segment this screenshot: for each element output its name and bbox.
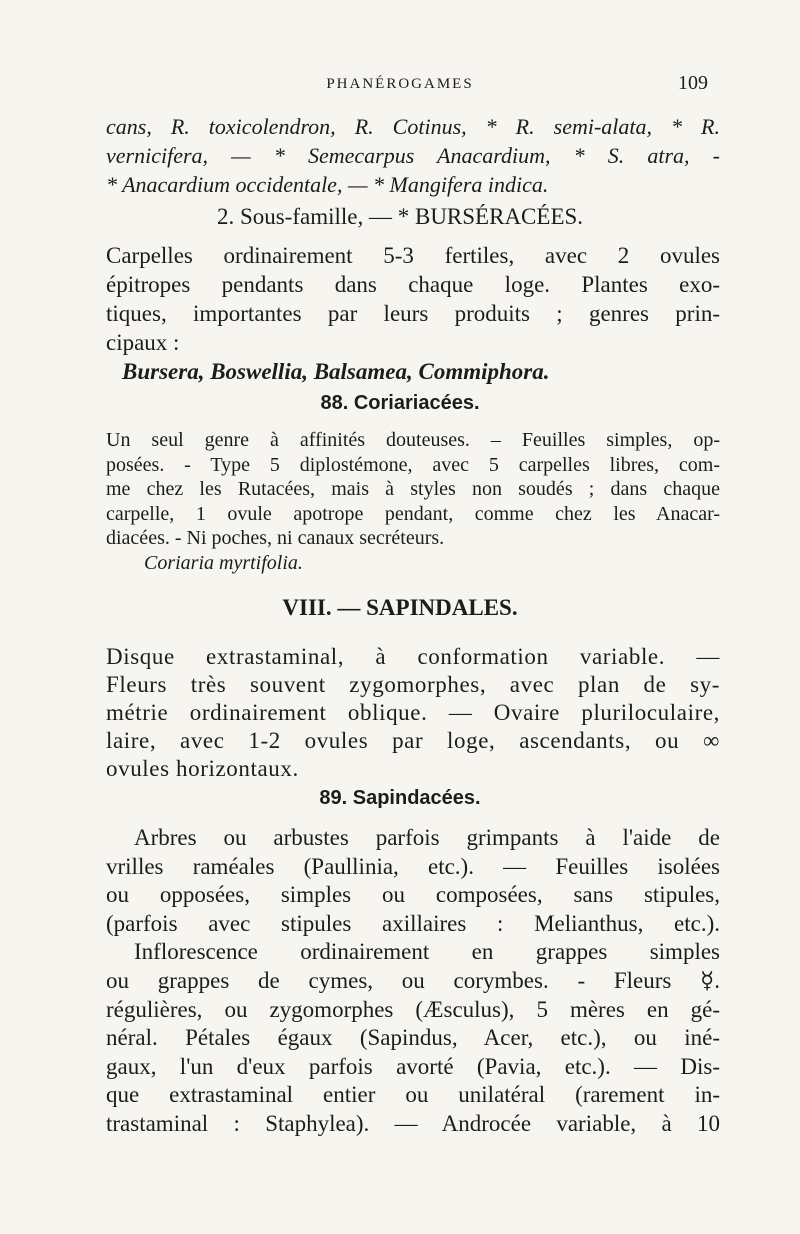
- text-line: diacées. - Ni poches, ni canaux secréteurs.: [106, 527, 445, 549]
- coriariaceae-description: [106, 428, 720, 575]
- family-heading-88: 88. Coriariacées.: [320, 392, 480, 414]
- text-line: Fleurs très souvent zygomorphes, avec plan de sy-: [106, 672, 720, 697]
- text-line: trastaminal : Staphylea). — Androcée variable, à 10: [106, 1110, 720, 1136]
- text-line: posées. - Type 5 diplostémone, avec 5 carpelles libres, com-: [106, 453, 720, 476]
- text-line: tiques, importantes par leurs produits ; genres prin-: [106, 301, 720, 326]
- order-heading: VIII. — SAPINDALES.: [282, 595, 518, 620]
- text-line: régulières, ou zygomorphes (Æsculus), 5 mères en gé-: [106, 996, 720, 1022]
- page-header: [0, 72, 800, 98]
- running-title: PHANÉROGAMES: [326, 76, 474, 92]
- text-line: vernicifera, — * Semecarpus Anacardium, * S. atra, -: [106, 143, 720, 168]
- text-line: que extrastaminal entier ou unilatéral (rarement in-: [106, 1082, 720, 1108]
- burseraceae-description: [106, 241, 720, 386]
- text-line: cipaux :: [106, 330, 180, 355]
- text-line: vrilles raméales (Paullinia, etc.). — Feuilles isolées: [106, 853, 720, 879]
- text-line: carpelle, 1 ovule apotrope pendant, comme chez les Anacar-: [106, 502, 720, 525]
- species-name: Coriaria myrtifolia.: [144, 551, 303, 574]
- text-line: (parfois avec stipules axillaires : Melianthus, etc.).: [106, 910, 720, 936]
- sapindaceae-description: [106, 824, 720, 1139]
- text-line: laire, avec 1-2 ovules par loge, ascendants, ou ∞: [106, 728, 720, 753]
- text-line: cans, R. toxicolendron, R. Cotinus, * R. semi-alata, * R.: [106, 114, 720, 139]
- text-line: Inflorescence ordinairement en grappes simples: [134, 939, 720, 965]
- page-number: 109: [678, 72, 708, 94]
- species-list-continued: [106, 112, 720, 199]
- subfamily-heading: 2. Sous-famille, — * BURSÉRACÉES.: [216, 204, 584, 229]
- text-line: épitropes pendants dans chaque loge. Plantes exo-: [106, 272, 720, 297]
- text-line: me chez les Rutacées, mais à styles non soudés ; dans chaque: [106, 478, 720, 500]
- text-line: Un seul genre à affinités douteuses. – Feuilles simples, op-: [106, 429, 720, 451]
- text-line: ou opposées, simples ou composées, sans stipules,: [106, 882, 720, 908]
- text-line: gaux, l'un d'eux parfois avorté (Pavia, etc.). — Dis-: [106, 1053, 720, 1079]
- text-line: néral. Pétales égaux (Sapindus, Acer, etc.), ou iné-: [106, 1025, 720, 1051]
- text-line: ovules horizontaux.: [106, 756, 299, 781]
- genera-list: Bursera, Boswellia, Balsamea, Commiphora.: [122, 359, 550, 384]
- family-heading-89: 89. Sapindacées.: [319, 787, 481, 809]
- text-line: Arbres ou arbustes parfois grimpants à l'aide de: [134, 825, 720, 850]
- text-line: métrie ordinairement oblique. — Ovaire pluriloculaire,: [106, 700, 720, 725]
- text-line: Carpelles ordinairement 5-3 fertiles, avec 2 ovules: [106, 243, 720, 268]
- text-line: ou grappes de cymes, ou corymbes. - Fleurs ☿.: [106, 967, 720, 993]
- text-line: Disque extrastaminal, à conformation variable. —: [106, 644, 720, 669]
- sapindales-description: [106, 643, 720, 783]
- text-line: * Anacardium occidentale, — * Mangifera indica.: [106, 172, 549, 197]
